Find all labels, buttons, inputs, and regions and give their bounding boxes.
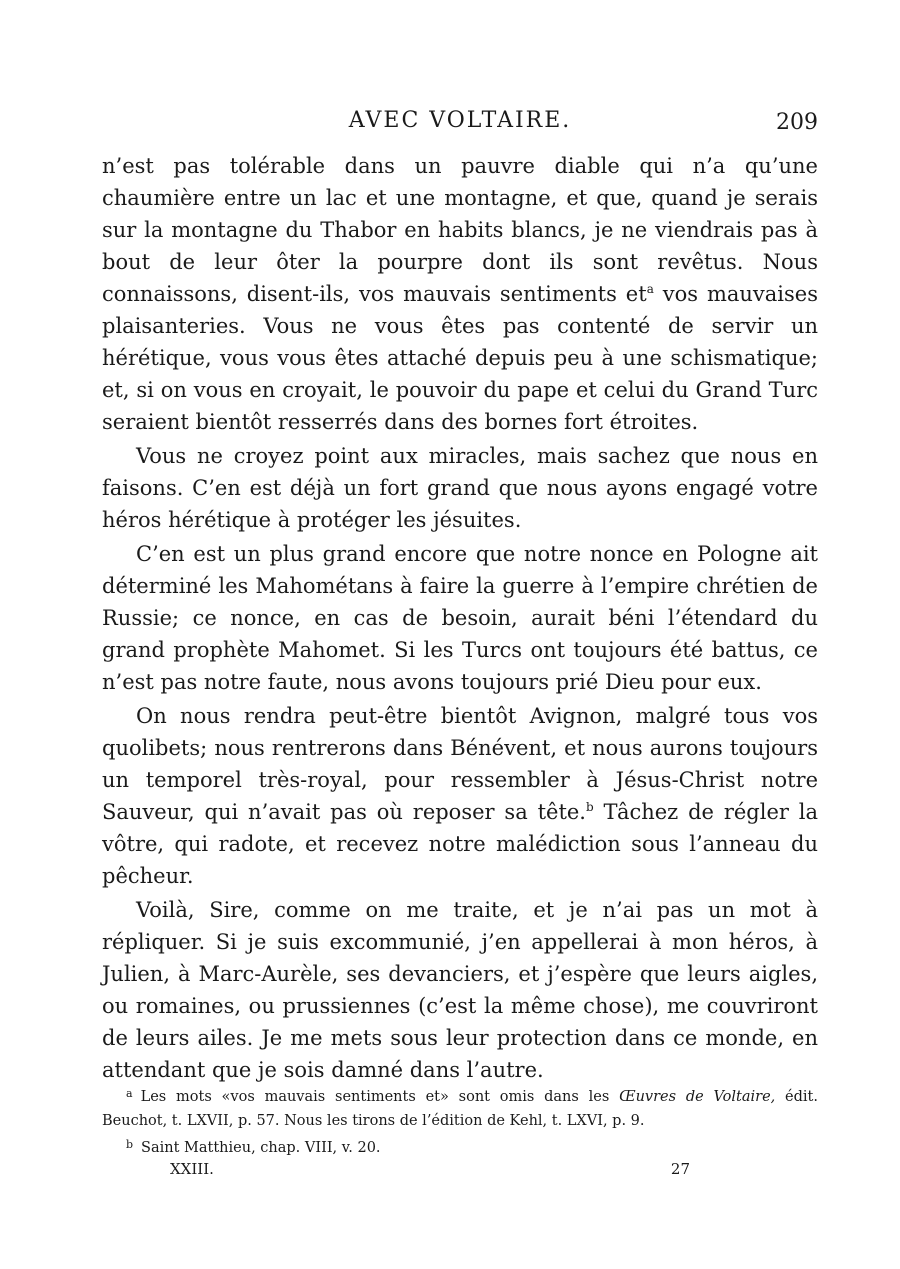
footnotes bbox=[102, 1082, 818, 1160]
paragraph-4 bbox=[102, 700, 818, 892]
running-title: AVEC VOLTAIRE. bbox=[348, 108, 572, 133]
footnote-b-text: Saint Matthieu, chap. VIII, v. 20. bbox=[141, 1140, 381, 1156]
footnote-a-text: Les mots «vos mauvais sentiments et» sont omis dans les bbox=[140, 1089, 620, 1105]
footnote-a bbox=[102, 1082, 818, 1133]
paragraph-5: Voilà, Sire, comme on me traite, et je n’ai pas un mot à répliquer. Si je suis excommunié, j’en appellerai à mon héros, à Julien, à Marc-Aurèle, ses devanciers, et j’espère que leurs aigles, ou romaines, ou prussiennes (c’est la même chose), me couvriront de leurs ailes. Je me mets sous leur protection dans ce monde, en attendant que je sois damné dans l’autre. bbox=[102, 898, 818, 1082]
paragraph-4-text: On nous rendra peut-être bientôt Avignon, malgré tous vos quolibets; nous rentrerons dans Bénévent, et nous aurons toujours un temporel très-royal, pour ressembler à Jésus-Christ notre Sauveur, qui n’avait pas où reposer sa tête. bbox=[102, 704, 818, 824]
letter-body bbox=[102, 150, 818, 1086]
paragraph-1-text-cont: vos mauvaises plaisanteries. Vous ne vous êtes pas contenté de servir un hérétique, vous vous êtes attaché depuis peu à une schismatique; et, si on vous en croyait, le pouvoir du pape et celui du Grand Turc seraient bientôt resserrés dans des bornes fort étroites. bbox=[102, 282, 818, 434]
paragraph-2: Vous ne croyez point aux miracles, mais sachez que nous en faisons. C’en est déjà un fort grand que nous ayons engagé votre héros hérétique à protéger les jésuites. bbox=[102, 444, 818, 532]
footnote-a-italic: Œuvres de Voltaire, bbox=[619, 1089, 776, 1105]
footnote-a-mark: a bbox=[126, 1087, 133, 1100]
footnote-b bbox=[102, 1133, 818, 1160]
paragraph-3: C’en est un plus grand encore que notre nonce en Pologne ait déterminé les Mahométans à faire la guerre à l’empire chrétien de Russie; ce nonce, en cas de besoin, aurait béni l’étendard du grand prophète Mahomet. Si les Turcs ont toujours été battus, ce n’est pas notre faute, nous avons toujours prié Dieu pour eux. bbox=[102, 542, 818, 694]
page-header bbox=[102, 108, 818, 142]
sheet-number: 27 bbox=[670, 1160, 690, 1178]
footnote-a-text-cont: édit. Beuchot, t. LXVII, p. 57. Nous les tirons de l’édition de Kehl, t. LXVI, p. 9. bbox=[102, 1089, 818, 1129]
signature-mark: XXIII. bbox=[170, 1160, 214, 1178]
footnote-ref-b: b bbox=[586, 800, 594, 814]
footnote-b-mark: b bbox=[126, 1138, 134, 1151]
footnote-ref-a: a bbox=[646, 282, 654, 296]
paragraph-1-text: n’est pas tolérable dans un pauvre diable qui n’a qu’une chaumière entre un lac et une montagne, et que, quand je serais sur la montagne du Thabor en habits blancs, je ne viendrais pas à bout de leur ôter la pourpre dont ils sont revêtus. Nous connaissons, disent-ils, vos mauvais sentiments et bbox=[102, 154, 818, 306]
paragraph-4-text-cont: Tâchez de régler la vôtre, qui radote, et recevez notre malédiction sous l’anneau du pêcheur. bbox=[102, 800, 819, 888]
page-number: 209 bbox=[776, 110, 818, 135]
paragraph-1 bbox=[102, 150, 818, 438]
